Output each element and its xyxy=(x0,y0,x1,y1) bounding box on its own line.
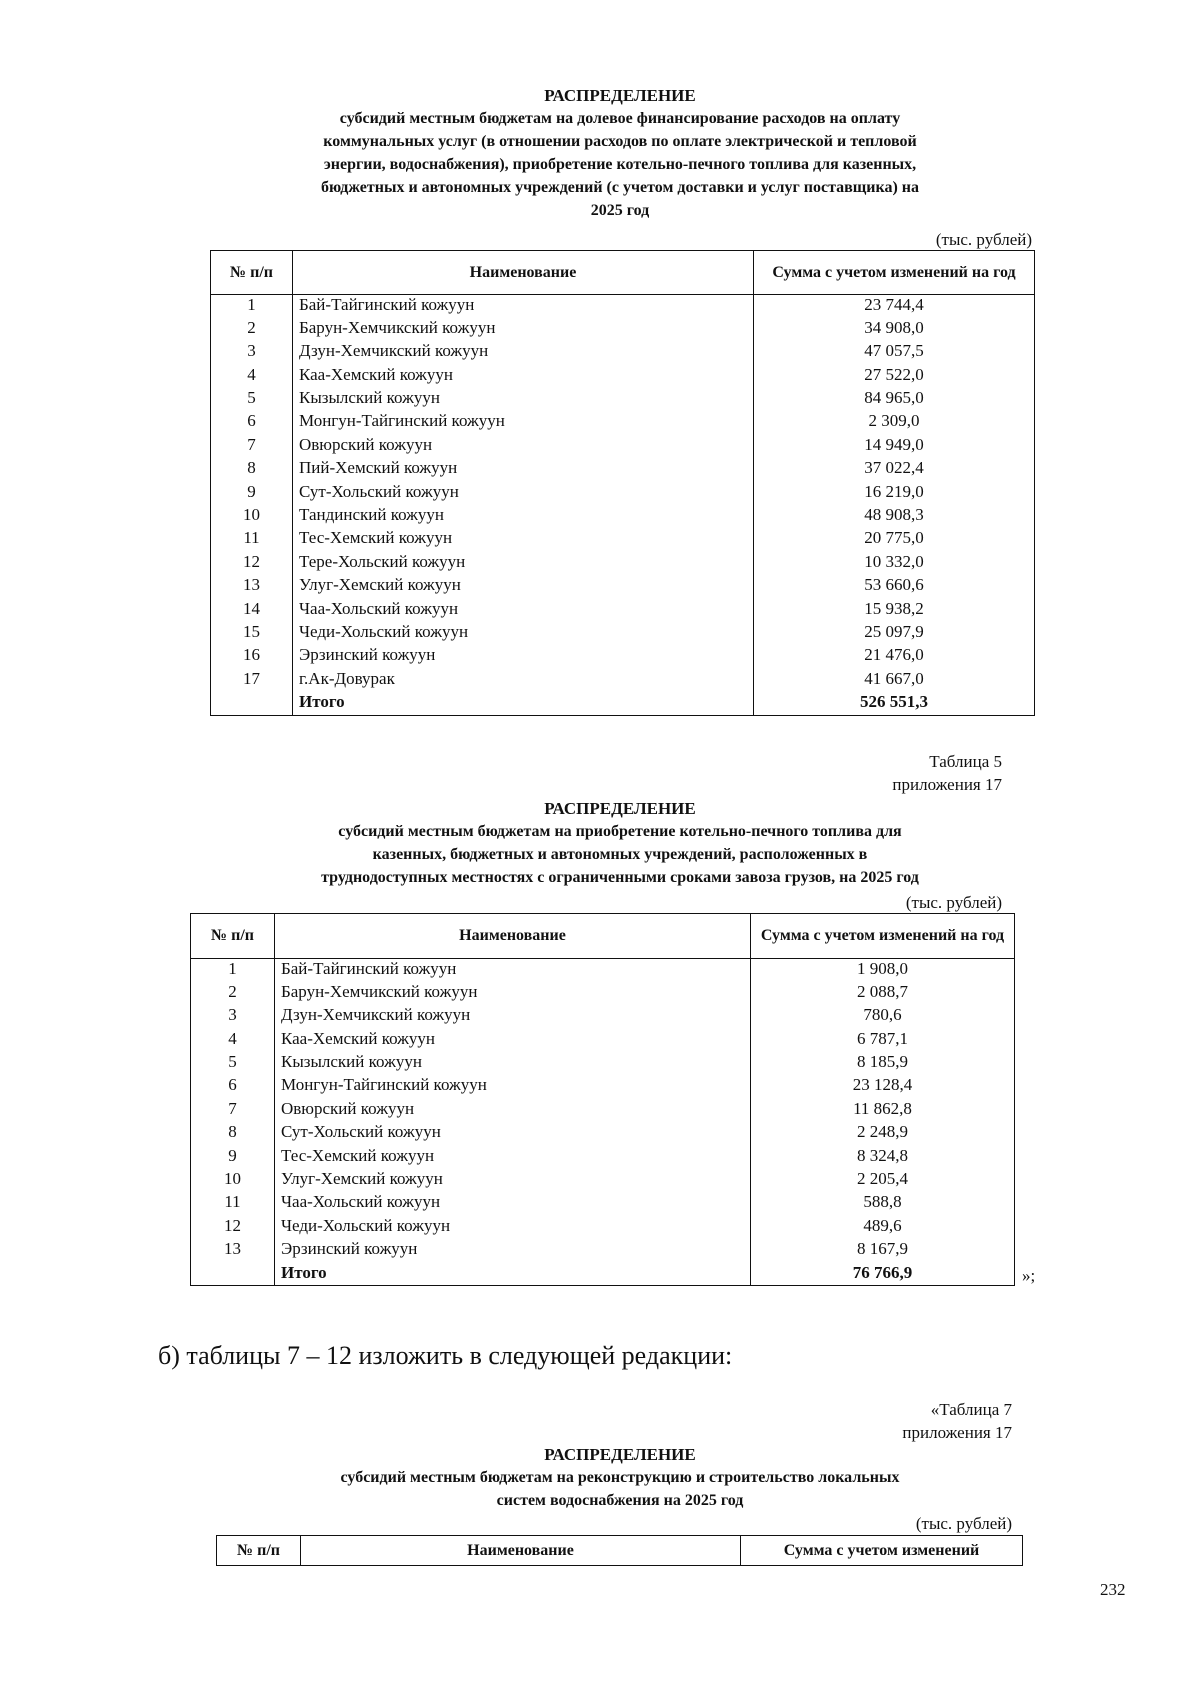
row-name: Тере-Хольский кожуун xyxy=(293,552,754,575)
table-row xyxy=(211,669,1035,692)
row-number: 5 xyxy=(211,388,293,411)
row-value: 1 908,0 xyxy=(751,959,1015,982)
t4-col-name: Наименование xyxy=(293,251,754,295)
row-number: 11 xyxy=(191,1192,275,1215)
row-number: 3 xyxy=(191,1005,275,1028)
table-row xyxy=(211,411,1035,434)
t7-subtitle xyxy=(160,1466,1080,1512)
row-number: 15 xyxy=(211,622,293,645)
row-number: 13 xyxy=(211,575,293,598)
table-row xyxy=(191,959,1015,982)
row-number: 7 xyxy=(191,1099,275,1122)
row-number: 2 xyxy=(191,982,275,1005)
row-value: 8 167,9 xyxy=(751,1239,1015,1262)
row-value: 20 775,0 xyxy=(754,528,1035,551)
table-row xyxy=(191,1052,1015,1075)
row-number: 3 xyxy=(211,341,293,364)
row-value: 37 022,4 xyxy=(754,458,1035,481)
t7-subtitle-line: субсидий местным бюджетам на реконструкцию и строительство локальных xyxy=(340,1469,900,1486)
row-number: 8 xyxy=(211,458,293,481)
table-row xyxy=(211,365,1035,388)
total-empty-cell xyxy=(211,692,293,715)
row-value: 8 185,9 xyxy=(751,1052,1015,1075)
table-row xyxy=(191,1099,1015,1122)
row-value: 48 908,3 xyxy=(754,505,1035,528)
t4-subtitle-line: 2025 год xyxy=(590,202,650,219)
row-name: Бай-Тайгинский кожуун xyxy=(275,959,751,982)
row-number: 10 xyxy=(191,1169,275,1192)
t7-col-name: Наименование xyxy=(301,1536,741,1566)
table-row xyxy=(191,1146,1015,1169)
table-row xyxy=(191,1192,1015,1215)
t7-col-num: № п/п xyxy=(217,1536,301,1566)
t4-subtitle-line: энергии, водоснабжения), приобретение котельно-печного топлива для казенных, xyxy=(323,156,917,173)
table-row xyxy=(211,599,1035,622)
t5-subtitle-line: казенных, бюджетных и автономных учреждений, расположенных в xyxy=(372,846,868,863)
row-name: Тандинский кожуун xyxy=(293,505,754,528)
row-name: Эрзинский кожуун xyxy=(275,1239,751,1262)
row-value: 2 248,9 xyxy=(751,1122,1015,1145)
row-number: 12 xyxy=(211,552,293,575)
t5-subtitle xyxy=(160,820,1080,889)
row-number: 4 xyxy=(191,1029,275,1052)
row-number: 5 xyxy=(191,1052,275,1075)
row-value: 14 949,0 xyxy=(754,435,1035,458)
t5-col-num: № п/п xyxy=(191,914,275,959)
row-value: 11 862,8 xyxy=(751,1099,1015,1122)
row-value: 23 744,4 xyxy=(754,295,1035,318)
t7-label-line2: приложения 17 xyxy=(902,1423,1012,1442)
total-label: Итого xyxy=(275,1263,751,1286)
t5-col-sum: Сумма с учетом изменений на год xyxy=(751,914,1015,959)
t5-label-line2: приложения 17 xyxy=(892,775,1002,794)
row-name: Дзун-Хемчикский кожуун xyxy=(275,1005,751,1028)
row-name: Кызылский кожуун xyxy=(293,388,754,411)
row-name: Улуг-Хемский кожуун xyxy=(293,575,754,598)
t7-heading: РАСПРЕДЕЛЕНИЕ xyxy=(544,1445,696,1464)
table-row xyxy=(191,1005,1015,1028)
t5-heading: РАСПРЕДЕЛЕНИЕ xyxy=(544,799,696,818)
total-row xyxy=(211,692,1035,715)
row-number: 17 xyxy=(211,669,293,692)
table-row xyxy=(211,645,1035,668)
table-row xyxy=(191,1169,1015,1192)
row-number: 6 xyxy=(191,1075,275,1098)
table-row xyxy=(191,1075,1015,1098)
total-row xyxy=(191,1263,1015,1286)
row-name: Монгун-Тайгинский кожуун xyxy=(293,411,754,434)
row-value: 84 965,0 xyxy=(754,388,1035,411)
table-row xyxy=(211,505,1035,528)
row-name: Каа-Хемский кожуун xyxy=(293,365,754,388)
row-value: 2 088,7 xyxy=(751,982,1015,1005)
t4-table xyxy=(210,250,1035,716)
row-value: 8 324,8 xyxy=(751,1146,1015,1169)
row-value: 25 097,9 xyxy=(754,622,1035,645)
row-name: Сут-Хольский кожуун xyxy=(275,1122,751,1145)
t5-label xyxy=(700,750,1002,796)
row-number: 1 xyxy=(191,959,275,982)
row-name: Тес-Хемский кожуун xyxy=(275,1146,751,1169)
table-row xyxy=(211,482,1035,505)
t5-closing-mark: »; xyxy=(1022,1266,1036,1285)
total-empty-cell xyxy=(191,1263,275,1286)
table-row xyxy=(211,318,1035,341)
amendment-instruction: б) таблицы 7 – 12 изложить в следующей редакции: xyxy=(158,1341,733,1370)
row-name: Овюрский кожуун xyxy=(293,435,754,458)
table-row xyxy=(211,528,1035,551)
t4-col-sum: Сумма с учетом изменений на год xyxy=(754,251,1035,295)
t7-table xyxy=(216,1535,1023,1566)
table-row xyxy=(211,552,1035,575)
row-name: Бай-Тайгинский кожуун xyxy=(293,295,754,318)
row-name: Тес-Хемский кожуун xyxy=(293,528,754,551)
table-row xyxy=(191,982,1015,1005)
row-number: 10 xyxy=(211,505,293,528)
row-value: 16 219,0 xyxy=(754,482,1035,505)
t4-col-num: № п/п xyxy=(211,251,293,295)
row-number: 4 xyxy=(211,365,293,388)
t5-table xyxy=(190,913,1015,1286)
row-number: 8 xyxy=(191,1122,275,1145)
t5-subtitle-line: труднодоступных местностях с ограниченными сроками завоза грузов, на 2025 год xyxy=(321,869,919,886)
row-value: 34 908,0 xyxy=(754,318,1035,341)
row-number: 14 xyxy=(211,599,293,622)
row-name: Эрзинский кожуун xyxy=(293,645,754,668)
row-name: Дзун-Хемчикский кожуун xyxy=(293,341,754,364)
row-number: 13 xyxy=(191,1239,275,1262)
row-name: Каа-Хемский кожуун xyxy=(275,1029,751,1052)
t5-unit: (тыс. рублей) xyxy=(905,893,1002,912)
t5-col-name: Наименование xyxy=(275,914,751,959)
row-value: 21 476,0 xyxy=(754,645,1035,668)
row-name: Чеди-Хольский кожуун xyxy=(275,1216,751,1239)
t7-label-line1: «Таблица 7 xyxy=(930,1400,1012,1419)
table-row xyxy=(211,458,1035,481)
row-value: 588,8 xyxy=(751,1192,1015,1215)
t5-label-line1: Таблица 5 xyxy=(929,752,1002,771)
row-value: 780,6 xyxy=(751,1005,1015,1028)
total-label: Итого xyxy=(293,692,754,715)
row-value: 23 128,4 xyxy=(751,1075,1015,1098)
t4-unit: (тыс. рублей) xyxy=(935,230,1032,249)
row-value: 489,6 xyxy=(751,1216,1015,1239)
row-value: 10 332,0 xyxy=(754,552,1035,575)
t7-unit: (тыс. рублей) xyxy=(915,1514,1012,1533)
row-value: 27 522,0 xyxy=(754,365,1035,388)
row-value: 41 667,0 xyxy=(754,669,1035,692)
t7-subtitle-line: систем водоснабжения на 2025 год xyxy=(496,1492,744,1509)
t4-subtitle xyxy=(160,107,1080,222)
row-number: 1 xyxy=(211,295,293,318)
row-number: 9 xyxy=(211,482,293,505)
t4-subtitle-line: субсидий местным бюджетам на долевое финансирование расходов на оплату xyxy=(339,110,901,127)
row-name: Чеди-Хольский кожуун xyxy=(293,622,754,645)
row-number: 12 xyxy=(191,1216,275,1239)
row-number: 7 xyxy=(211,435,293,458)
table-row xyxy=(211,435,1035,458)
table-row xyxy=(211,295,1035,318)
table-row xyxy=(191,1029,1015,1052)
row-name: Чаа-Хольский кожуун xyxy=(293,599,754,622)
t4-subtitle-line: коммунальных услуг (в отношении расходов по оплате электрической и тепловой xyxy=(323,133,917,150)
table-row xyxy=(211,575,1035,598)
table-row xyxy=(211,388,1035,411)
row-value: 6 787,1 xyxy=(751,1029,1015,1052)
table-row xyxy=(191,1216,1015,1239)
table-row xyxy=(191,1122,1015,1145)
table-row xyxy=(211,622,1035,645)
row-name: Монгун-Тайгинский кожуун xyxy=(275,1075,751,1098)
t5-subtitle-line: субсидий местным бюджетам на приобретение котельно-печного топлива для xyxy=(338,823,902,840)
row-name: г.Ак-Довурак xyxy=(293,669,754,692)
t4-subtitle-line: бюджетных и автономных учреждений (с учетом доставки и услуг поставщика) на xyxy=(320,179,920,196)
row-name: Овюрский кожуун xyxy=(275,1099,751,1122)
row-name: Улуг-Хемский кожуун xyxy=(275,1169,751,1192)
table-row xyxy=(211,341,1035,364)
row-name: Барун-Хемчикский кожуун xyxy=(293,318,754,341)
row-value: 2 205,4 xyxy=(751,1169,1015,1192)
row-name: Сут-Хольский кожуун xyxy=(293,482,754,505)
page-number: 232 xyxy=(1100,1580,1126,1599)
row-value: 2 309,0 xyxy=(754,411,1035,434)
table-row xyxy=(191,1239,1015,1262)
row-number: 9 xyxy=(191,1146,275,1169)
row-name: Чаа-Хольский кожуун xyxy=(275,1192,751,1215)
row-name: Пий-Хемский кожуун xyxy=(293,458,754,481)
t7-col-sum: Сумма с учетом изменений xyxy=(741,1536,1023,1566)
total-value: 526 551,3 xyxy=(754,692,1035,715)
row-number: 2 xyxy=(211,318,293,341)
row-value: 53 660,6 xyxy=(754,575,1035,598)
row-value: 47 057,5 xyxy=(754,341,1035,364)
row-number: 16 xyxy=(211,645,293,668)
row-value: 15 938,2 xyxy=(754,599,1035,622)
row-name: Кызылский кожуун xyxy=(275,1052,751,1075)
t4-heading: РАСПРЕДЕЛЕНИЕ xyxy=(544,86,696,105)
row-number: 11 xyxy=(211,528,293,551)
row-name: Барун-Хемчикский кожуун xyxy=(275,982,751,1005)
t7-label xyxy=(700,1398,1012,1444)
row-number: 6 xyxy=(211,411,293,434)
total-value: 76 766,9 xyxy=(751,1263,1015,1286)
